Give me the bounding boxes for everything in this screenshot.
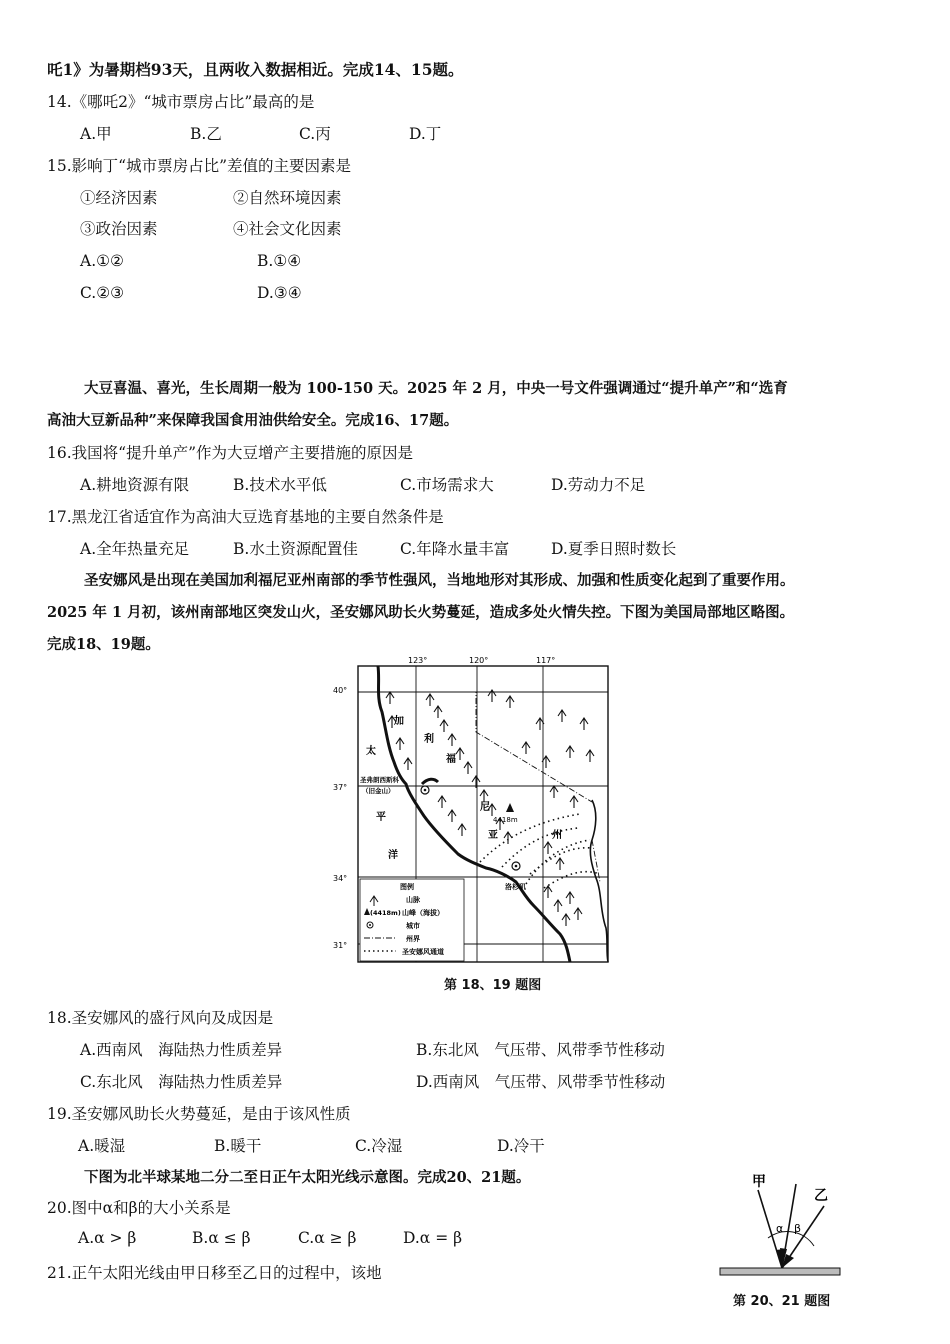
q15-option-d[interactable]: D.③④ [257,284,302,302]
lon-label-120: 120° [469,656,489,665]
state-char-5: 亚 [488,830,498,841]
city-sf-label: 圣弗朗西斯科 [360,776,399,784]
q17-option-c[interactable]: C.年降水量丰富 [400,540,510,558]
q19-stem: 19.圣安娜风助长火势蔓延，是由于该风性质 [47,1105,351,1123]
q16-option-d[interactable]: D.劳动力不足 [551,476,646,494]
peak-label: 4418m [493,816,518,824]
q16-option-b[interactable]: B.技术水平低 [233,476,327,494]
legend-title: 图例 [400,883,414,891]
california-map [330,652,620,968]
q17-option-b[interactable]: B.水土资源配置佳 [233,540,358,558]
q14-stem: 14.《哪吒2》“城市票房占比”最高的是 [47,93,315,111]
q15-item-1: ①经济因素 [80,189,158,207]
legend-wind-channel: 圣安娜风通道 [402,948,444,956]
q15-option-c[interactable]: C.②③ [80,284,125,302]
q15-item-4: ④社会文化因素 [233,220,342,238]
q17-option-d[interactable]: D.夏季日照时数长 [551,540,677,558]
q14-option-a[interactable]: A.甲 [80,125,112,143]
q16-stem: 16.我国将“提升单产”作为大豆增产主要措施的原因是 [47,444,413,462]
q15-option-b[interactable]: B.①④ [257,252,302,270]
passage-16-17-line1: 大豆喜温、喜光，生长周期一般为 100-150 天。2025 年 2 月，中央一号文件强调通过“提升单产”和“选育 [84,380,788,397]
passage-20-21: 下图为北半球某地二分二至日正午太阳光线示意图。完成20、21题。 [84,1169,531,1186]
state-char-1: 加 [394,716,404,727]
q18-stem: 18.圣安娜风的盛行风向及成因是 [47,1009,274,1027]
label-yi: 乙 [814,1188,828,1204]
q14-option-d[interactable]: D.丁 [409,125,442,143]
passage-18-19-line2: 2025 年 1 月初，该州南部地区突发山火，圣安娜风助长火势蔓延，造成多处火情失控。下图为美国局部地区略图。 [47,604,795,621]
state-char-2: 利 [424,734,434,745]
ocean-char-2: 平 [376,812,386,823]
lon-label-123: 123° [408,656,428,665]
q20-option-d[interactable]: D.α = β [403,1229,463,1247]
q18-option-a[interactable]: A.西南风 海陆热力性质差异 [80,1041,283,1059]
ocean-char-1: 太 [366,746,376,757]
passage-18-19-line1: 圣安娜风是出现在美国加利福尼亚州南部的季节性强风，当地地形对其形成、加强和性质变化起到了重要作用。 [84,572,795,589]
state-char-4: 尼 [480,802,490,813]
legend-city: 城市 [406,922,420,930]
q19-option-c[interactable]: C.冷湿 [355,1137,403,1155]
lat-label-40: 40° [333,686,348,695]
legend-peak-sample: (4418m) [370,909,401,917]
q15-item-2: ②自然环境因素 [233,189,342,207]
q16-option-c[interactable]: C.市场需求大 [400,476,494,494]
q18-option-b[interactable]: B.东北风 气压带、风带季节性移动 [416,1041,665,1059]
lon-label-117: 117° [536,656,556,665]
q18-option-d[interactable]: D.西南风 气压带、风带季节性移动 [416,1073,666,1091]
lat-label-34: 34° [333,874,348,883]
state-char-6: 州 [552,830,562,841]
state-char-3: 福 [446,754,456,765]
sun-diagram-caption: 第 20、21 题图 [733,1294,831,1309]
legend-mountain: 山脉 [406,896,420,904]
q16-option-a[interactable]: A.耕地资源有限 [80,476,190,494]
q18-option-c[interactable]: C.东北风 海陆热力性质差异 [80,1073,283,1091]
city-sf-label-cn: （旧金山） [362,787,395,795]
passage-16-17-line2: 高油大豆新品种”来保障我国食用油供给安全。完成16、17题。 [47,412,459,429]
q19-option-a[interactable]: A.暖湿 [78,1137,126,1155]
label-jia: 甲 [752,1174,766,1190]
legend-peak: 山峰（海拔） [402,909,444,917]
q17-stem: 17.黑龙江省适宜作为高油大豆选育基地的主要自然条件是 [47,508,444,526]
q20-option-c[interactable]: C.α ≥ β [298,1229,357,1247]
intro-tail: 吒1》为暑期档93天，且两收入数据相近。完成14、15题。 [47,60,464,79]
q20-option-b[interactable]: B.α ≤ β [192,1229,251,1247]
ground [720,1268,840,1275]
q14-option-c[interactable]: C.丙 [299,125,331,143]
ocean-char-3: 洋 [388,850,398,861]
passage-18-19-line3: 完成18、19题。 [47,636,160,653]
ray-arrowheads [776,1248,794,1268]
sun-ray-diagram [714,1166,844,1284]
q15-stem: 15.影响丁“城市票房占比”差值的主要因素是 [47,157,351,175]
lat-label-31: 31° [333,941,348,950]
q20-option-a[interactable]: A.α > β [78,1229,137,1247]
alpha-label: α [776,1222,784,1235]
city-la-label: 洛杉矶 [505,883,526,891]
legend-state-border: 州界 [406,935,420,943]
q19-option-d[interactable]: D.冷干 [497,1137,545,1155]
map-caption: 第 18、19 题图 [444,978,542,993]
q15-option-a[interactable]: A.①② [80,252,124,270]
lat-label-37: 37° [333,783,348,792]
q19-option-b[interactable]: B.暖干 [214,1137,262,1155]
q20-stem: 20.图中α和β的大小关系是 [47,1199,231,1217]
q15-item-3: ③政治因素 [80,220,158,238]
q17-option-a[interactable]: A.全年热量充足 [80,540,190,558]
beta-label: β [794,1222,802,1235]
q14-option-b[interactable]: B.乙 [190,125,222,143]
q21-stem: 21.正午太阳光线由甲日移至乙日的过程中，该地 [47,1264,382,1282]
